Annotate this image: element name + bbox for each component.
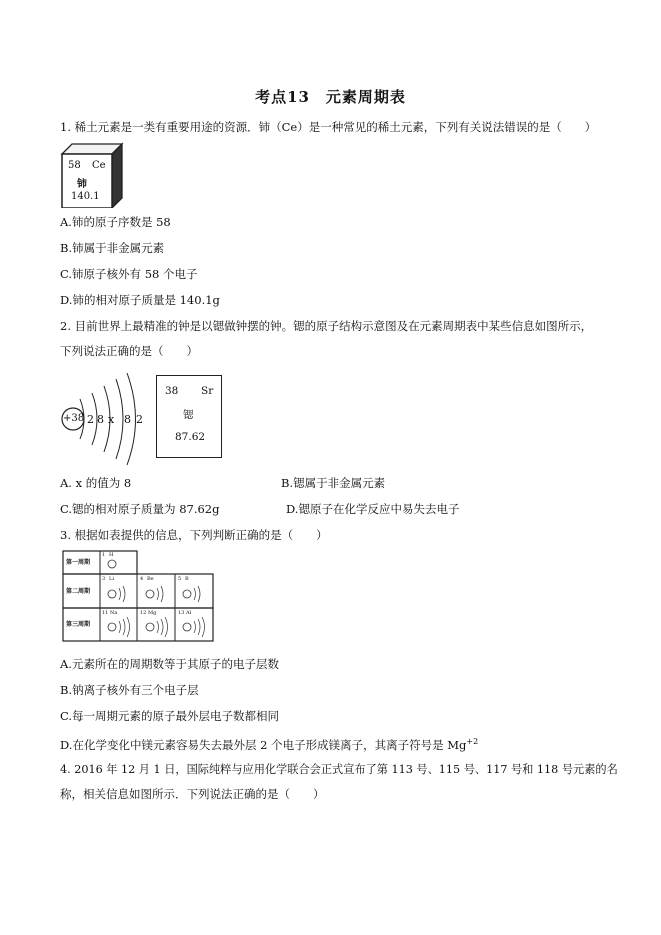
cube-symbol: Ce [92,160,106,171]
cerium-element-cube [60,142,124,208]
cell-h-number: 1 [102,552,106,558]
shell-1-electrons: 2 [87,413,94,426]
q3-option-c: C.每一周期元素的原子最外层电子数都相同 [60,709,280,723]
page-title: 考点13 元素周期表 [255,88,406,106]
cell-b-number: 5 [178,576,182,582]
periodic-table-excerpt [62,550,214,642]
q3-option-a: A.元素所在的周期数等于其原子的电子层数 [60,657,279,671]
cell-li-symbol: Li [109,576,114,582]
cell-mg-symbol: Mg [148,610,157,616]
question-2-stem-line1: 2. 目前世界上最精准的钟是以锶做钟摆的钟。锶的原子结构示意图及在元素周期表中某些信息如图所示， [60,319,593,333]
cell-al-number: 13 [178,610,185,616]
shell-2-electrons: 8 [97,413,104,426]
cell-na-number: 11 [102,610,109,616]
cell-na-symbol: Na [110,610,118,616]
tile-element-name: 锶 [183,409,194,421]
q1-option-d: D.铈的相对原子质量是 140.1g [60,293,220,307]
cell-b-symbol: B [185,576,189,582]
question-4-stem-line1: 4. 2016 年 12 月 1 日，国际纯粹与应用化学联合会正式宣布了第 113 号、115 号、117 号和 118 号元素的名 [60,763,618,776]
shell-4-electrons: 8 [124,413,131,426]
cell-li-number: 3 [102,576,106,582]
cube-atomic-mass: 140.1 [71,191,100,202]
q3-option-d-text: D.在化学变化中镁元素容易失去最外层 2 个电子形成镁离子，其离子符号是 Mg [60,737,467,752]
strontium-element-tile [156,375,222,458]
q1-option-b: B.铈属于非金属元素 [60,241,165,255]
q2-option-a: A. x 的值为 8 [60,476,132,490]
cube-element-name: 铈 [77,179,87,190]
magnesium-ion-charge: +2 [466,737,479,746]
q1-option-c: C.铈原子核外有 58 个电子 [60,267,198,281]
question-4-stem-line2: 称，相关信息如图所示．下列说法正确的是（ ） [60,787,325,801]
q2-option-c: C.锶的相对原子质量为 87.62g [60,502,220,516]
cell-h-symbol: H [109,552,114,558]
question-3-stem: 3. 根据如表提供的信息，下列判断正确的是（ ） [60,528,328,542]
row-label-period-1: 第一周期 [66,559,91,566]
cube-atomic-number: 58 [68,160,81,171]
cell-be-symbol: Be [147,576,154,582]
row-label-period-2: 第二周期 [66,588,91,595]
question-1-stem: 1. 稀土元素是一类有重要用途的资源．铈（Ce）是一种常见的稀土元素，下列有关说法错误的是（ ） [60,120,597,134]
q3-option-b: B.钠离子核外有三个电子层 [60,683,199,697]
question-2-stem-line2: 下列说法正确的是（ ） [60,344,198,358]
nucleus-charge: +38 [63,413,85,424]
strontium-atom-diagram [58,366,148,466]
tile-atomic-number: 38 [165,385,179,397]
row-label-period-3: 第三周期 [66,621,91,628]
cell-mg-number: 12 [140,610,147,616]
q2-option-b: B.锶属于非金属元素 [281,476,386,490]
q1-option-a: A.铈的原子序数是 58 [60,215,171,229]
tile-symbol: Sr [201,385,214,397]
cell-be-number: 4 [140,576,144,582]
q2-option-d: D.锶原子在化学反应中易失去电子 [286,502,460,516]
cell-al-symbol: Al [186,610,192,616]
shell-3-electrons: x [108,413,115,426]
q3-option-d [60,734,478,753]
tile-atomic-mass: 87.62 [175,431,206,443]
shell-5-electrons: 2 [136,413,143,426]
